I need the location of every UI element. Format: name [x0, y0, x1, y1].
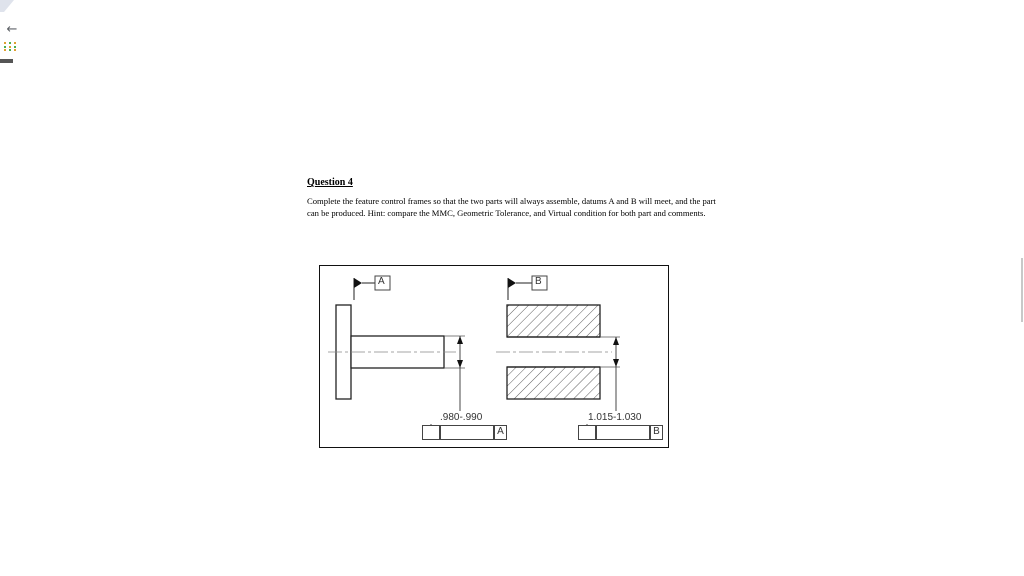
pin-frame-datum-cell: A — [494, 425, 507, 440]
sidebar-strip — [0, 59, 13, 63]
scrollbar-thumb[interactable] — [1021, 258, 1023, 322]
datum-a-label: A — [378, 276, 385, 287]
pin-diameter-dimension: .980-.990 — [440, 412, 483, 423]
pin-frame-symbol-cell — [422, 425, 440, 440]
pin-part — [328, 305, 465, 411]
hole-frame-symbol-cell — [578, 425, 596, 440]
hole-frame-tolerance-cell[interactable] — [596, 425, 650, 440]
vertical-scrollbar[interactable] — [1019, 0, 1024, 576]
hole-diameter-dimension: 1.015-1.030 — [588, 412, 642, 423]
question-text: Complete the feature control frames so that the two parts will always assemble, datums A and B will meet, and the part can be produced. Hint: compare the MMC, Geometric Tolerance, and Virtual condition for both part and comments. — [307, 196, 716, 218]
question-block — [307, 176, 727, 219]
pin-frame-tolerance-cell[interactable] — [440, 425, 494, 440]
tab-edge — [0, 0, 14, 12]
back-arrow-icon[interactable]: ← — [6, 22, 18, 37]
apps-grid-icon[interactable] — [4, 42, 18, 52]
datum-b-label: B — [535, 276, 542, 287]
question-title: Question 4 — [307, 177, 353, 188]
hole-frame-datum-cell: B — [650, 425, 663, 440]
hole-part — [496, 305, 620, 411]
gdt-drawing — [319, 265, 669, 448]
